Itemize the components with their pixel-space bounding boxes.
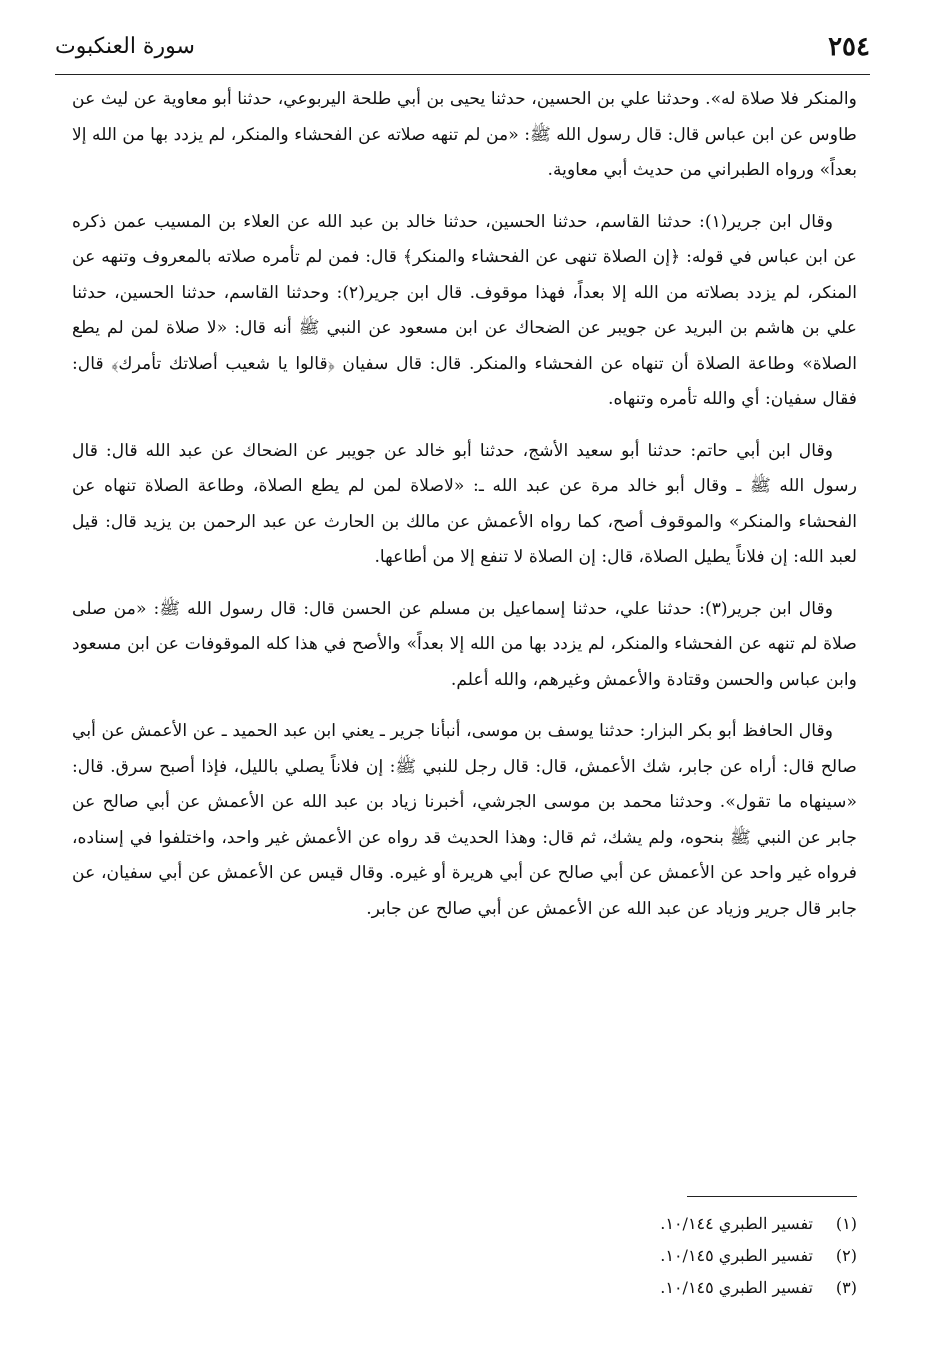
footnote-text: تفسير الطبري ١٠/١٤٤. bbox=[660, 1214, 813, 1233]
footnote bbox=[400, 1240, 857, 1272]
footnote-number: (١) bbox=[835, 1214, 857, 1233]
paragraph: وقال ابن أبي حاتم: حدثنا أبو سعيد الأشج، حدثنا أبو خالد عن جويبر عن الضحاك عن عبد الله قال: قال رسول الله ﷺ ـ وقال أبو خالد مرة عن عبد الله ـ: «لاصلاة لمن لم يطع الصلاة، وطاعة الصلاة تنهاه عن الفحشاء والمنكر» والموقوف أصح، كما رواه الأعمش عن مالك بن الحارث عن عبد الرحمن بن يزيد قال: قيل لعبد الله: إن فلاناً يطيل الصلاة، قال: إن الصلاة لا تنفع إلا من أطاعها. bbox=[72, 440, 857, 567]
page-header bbox=[55, 28, 870, 72]
paragraph: والمنكر فلا صلاة له». وحدثنا علي بن الحسين، حدثنا يحيى بن أبي طلحة اليربوعي، حدثنا أبو معاوية عن ليث عن طاوس عن ابن عباس قال: قال رسول الله ﷺ: «من لم تنهه صلاته عن الفحشاء والمنكر، لم يزدد بها من الله إلا بعداً» ورواه الطبراني من حديث أبي معاوية. bbox=[72, 89, 857, 180]
header-divider bbox=[55, 74, 870, 75]
main-text bbox=[72, 82, 857, 943]
footnote-number: (٣) bbox=[835, 1278, 857, 1297]
paragraph: وقال ابن جرير(١): حدثنا القاسم، حدثنا الحسين، حدثنا خالد بن عبد الله عن العلاء بن المسيب عمن ذكره عن ابن عباس في قوله: ﴿إن الصلاة تنهى عن الفحشاء والمنكر﴾ قال: فمن لم تأمره صلاته بالمعروف وتنهه عن المنكر، لم يزدد بصلاته من الله إلا بعداً، فهذا موقوف. قال ابن جرير(٢): وحدثنا القاسم، حدثنا الحسين، حدثنا علي بن هاشم بن البريد عن جويبر عن الضحاك عن ابن مسعود عن النبي ﷺ أنه قال: «لا صلاة لمن لم يطع الصلاة» وطاعة الصلاة أن تنهاه عن الفحشاء والمنكر. قال: قال سفيان ﴿قالوا يا شعيب أصلاتك تأمرك﴾ قال: فقال سفيان: أي والله تأمره وتنهاه. bbox=[72, 211, 857, 409]
footnote bbox=[400, 1272, 857, 1304]
running-title: سورة العنكبوت bbox=[55, 34, 195, 59]
footnotes bbox=[400, 1208, 857, 1304]
footnote-text: تفسير الطبري ١٠/١٤٥. bbox=[660, 1278, 813, 1297]
footnote-text: تفسير الطبري ١٠/١٤٥. bbox=[660, 1246, 813, 1265]
page-number: ٢٥٤ bbox=[828, 32, 870, 62]
footnote bbox=[400, 1208, 857, 1240]
footnote-number: (٢) bbox=[835, 1246, 857, 1265]
footnote-divider bbox=[687, 1196, 857, 1197]
paragraph: وقال ابن جرير(٣): حدثنا علي، حدثنا إسماعيل بن مسلم عن الحسن قال: قال رسول الله ﷺ: «من صلى صلاة لم تنهه عن الفحشاء والمنكر، لم يزدد بها من الله إلا بعداً» والأصح في هذا كله الموقوفات عن ابن مسعود وابن عباس والحسن وقتادة والأعمش وغيرهم، والله أعلم. bbox=[72, 598, 857, 690]
paragraph: وقال الحافظ أبو بكر البزار: حدثنا يوسف بن موسى، أنبأنا جرير ـ يعني ابن عبد الحميد ـ عن الأعمش عن أبي صالح قال: أراه عن جابر، شك الأعمش، قال: قال رجل للنبي ﷺ: إن فلاناً يصلي بالليل، فإذا أصبح سرق. قال: «سينهاه ما تقول». وحدثنا محمد بن موسى الجرشي، أخبرنا زياد بن عبد الله عن الأعمش عن أبي صالح عن جابر عن النبي ﷺ بنحوه، ولم يشك، ثم قال: وهذا الحديث قد رواه عن الأعمش غير واحد، واختلفوا في إسناده، فرواه غير واحد عن الأعمش عن أبي صالح عن أبي هريرة أو غيره. وقال قيس عن الأعمش عن أبي سفيان، عن جابر قال جرير وزياد عن عبد الله عن الأعمش عن أبي صالح عن جابر. bbox=[72, 721, 857, 919]
